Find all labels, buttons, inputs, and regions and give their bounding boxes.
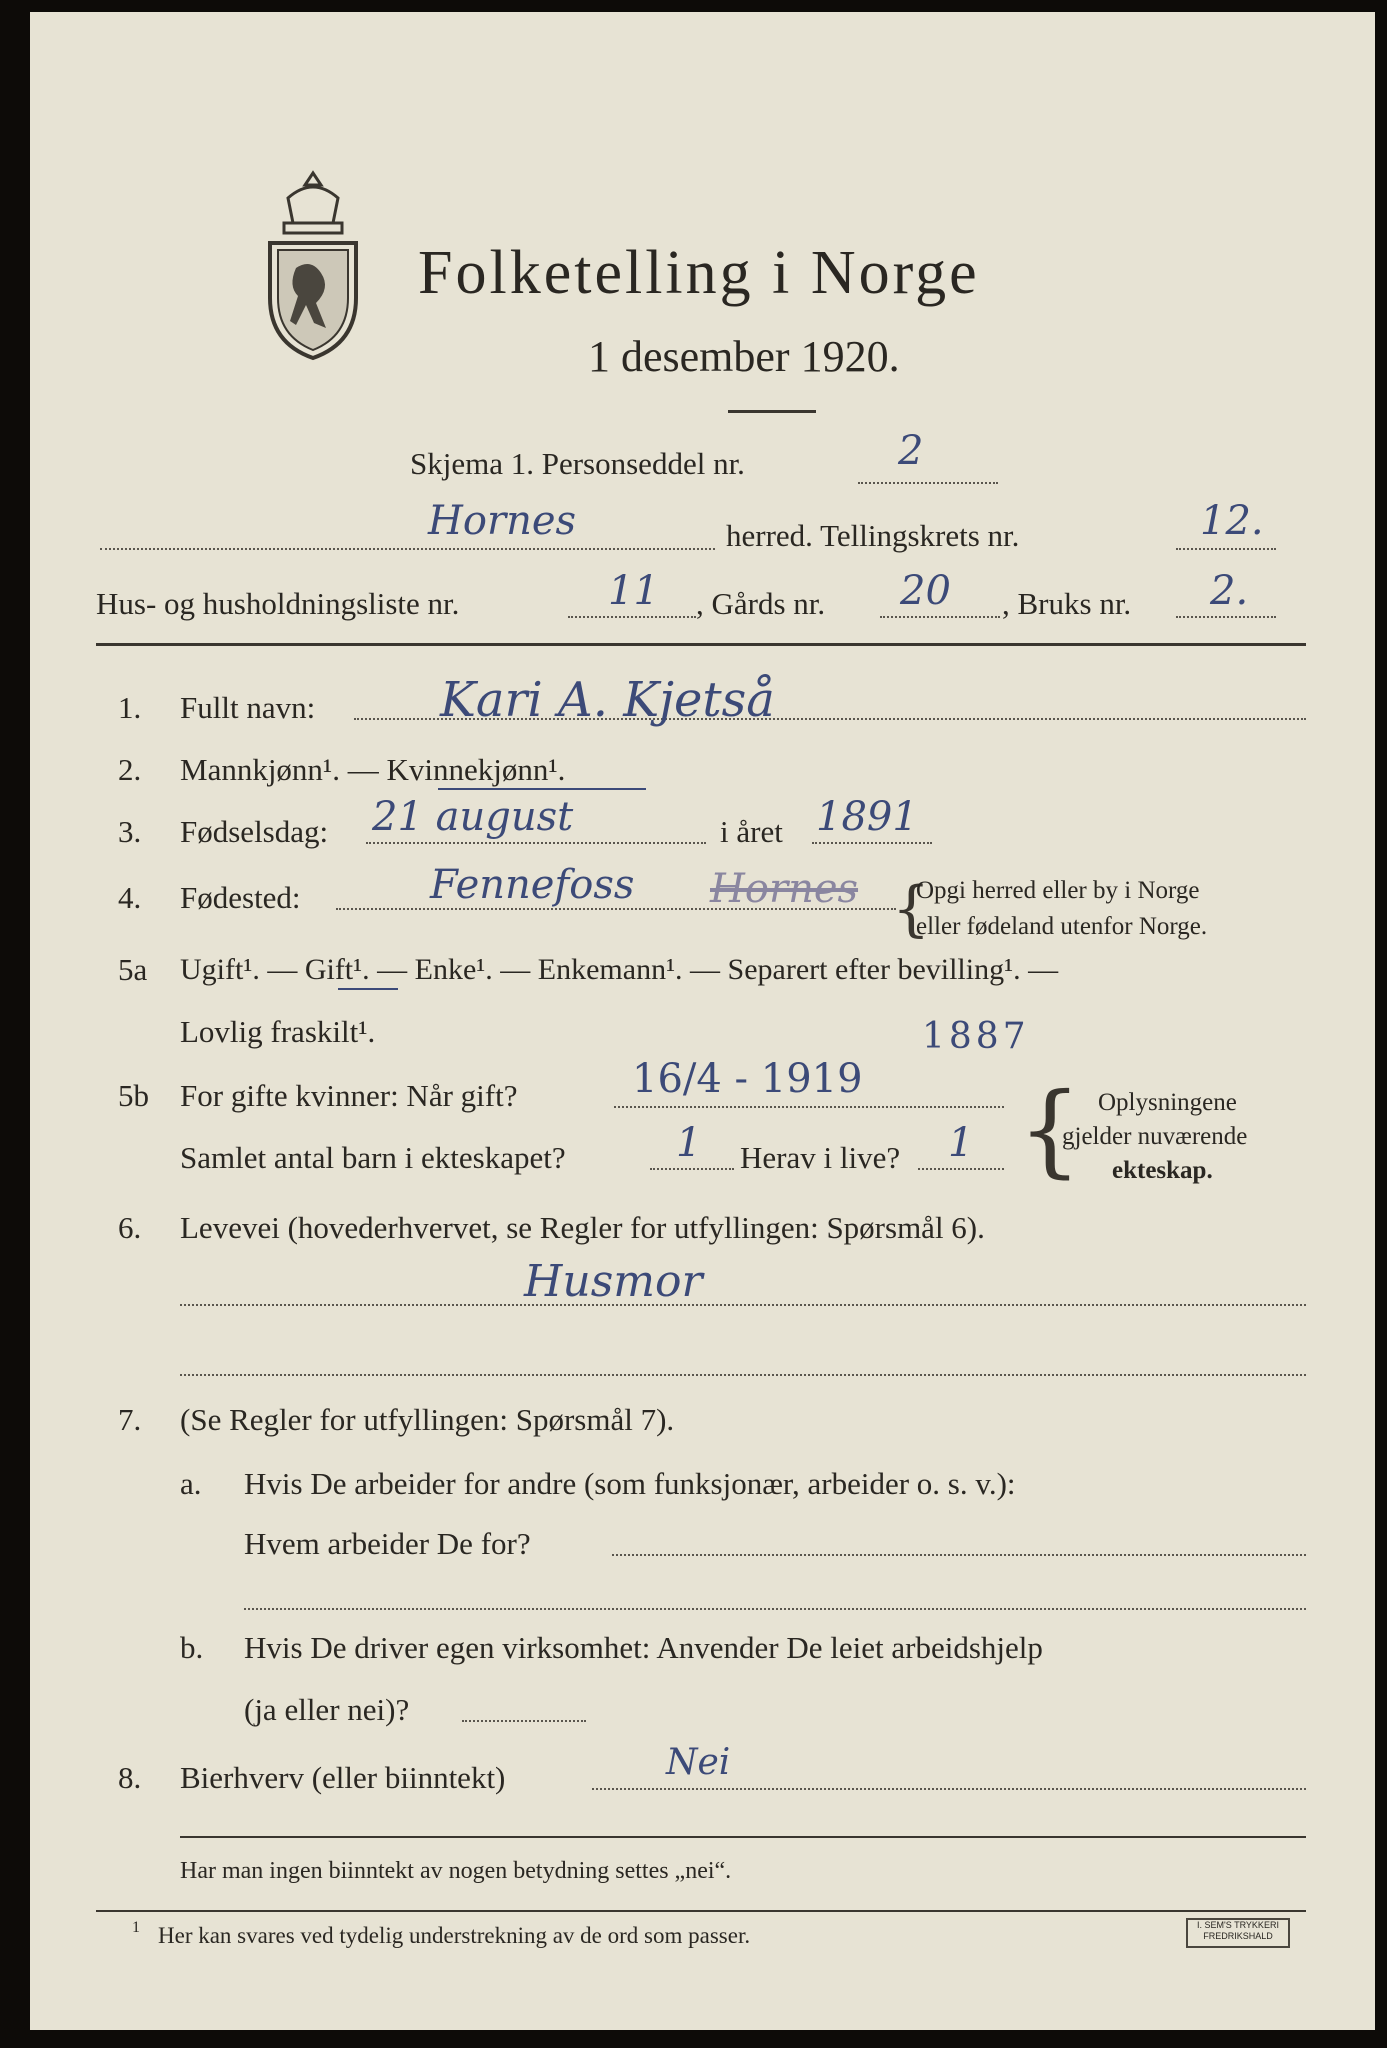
q8-label: Bierhverv (eller biinntekt) [180, 1760, 506, 1795]
q5b-alive-field [918, 1168, 1004, 1170]
q5a-label: Ugift¹. — Gift¹. — Enke¹. — Enkemann¹. — Separert efter bevilling¹. — [180, 953, 1059, 986]
q4-label: Fødested: [180, 880, 301, 915]
husholdningsliste-value: 11 [608, 568, 659, 614]
q7b-label-line-2: (ja eller nei)? [244, 1692, 410, 1727]
bruks-value: 2. [1210, 568, 1249, 614]
herred-value: Hornes [428, 498, 577, 544]
footnote-divider [96, 1910, 1306, 1912]
q1-label: Fullt navn: [180, 690, 316, 725]
q7b-label: Hvis De driver egen virksomhet: Anvender De leiet arbeidshjelp [244, 1630, 1043, 1665]
q3-year-label: i året [720, 814, 783, 849]
q6-label: Levevei (hovederhvervet, se Regler for utfyllingen: Spørsmål 6). [180, 1210, 985, 1245]
q5b-note-line-2: gjelder nuværende [1062, 1123, 1248, 1150]
q5b-alive-label: Herav i live? [740, 1140, 901, 1175]
q2-label: Mannkjønn¹. — Kvinnekjønn¹. [180, 752, 566, 787]
q5b-note-brace: { [1018, 1071, 1082, 1188]
q3-day-field [366, 842, 706, 844]
bruks-field [1176, 616, 1276, 618]
q5a-number: 5a [118, 952, 148, 987]
q1-number: 1. [118, 690, 142, 725]
q2-underline-kvinnekjonn [438, 788, 646, 790]
q5b-children-label: Samlet antal barn i ekteskapet? [180, 1140, 566, 1175]
q5b-children-value: 1 [676, 1120, 702, 1166]
q5a-annotation: 1887 [922, 1016, 1030, 1057]
husholdningsliste-label: Hus- og husholdningsliste nr. [96, 586, 460, 621]
gards-field [880, 616, 1000, 618]
q6-field-line-1 [180, 1304, 1306, 1306]
tellingskrets-field [1176, 548, 1276, 550]
q3-value: 21 august [372, 794, 574, 840]
q5b-number: 5b [118, 1078, 149, 1113]
q8-field [592, 1788, 1306, 1790]
skjema-label: Skjema 1. Personseddel nr. [410, 446, 745, 481]
form-title: Folketelling i Norge [418, 239, 980, 307]
q7a-label-line-2: Hvem arbeider De for? [244, 1526, 531, 1561]
herred-field [100, 548, 715, 550]
q7b-field [462, 1720, 586, 1722]
q5b-note-line-1: Oplysningene [1098, 1089, 1237, 1116]
q5b-married-field [614, 1106, 1004, 1108]
q5b-alive-value: 1 [948, 1120, 974, 1166]
bruks-label: , Bruks nr. [1002, 586, 1132, 621]
gards-label: , Gårds nr. [696, 586, 826, 621]
printer-stamp: I. SEM'S TRYKKERI FREDRIKSHALD [1186, 1918, 1290, 1948]
q8-number: 8. [118, 1760, 142, 1795]
q4-strikethrough-value: Hornes [710, 866, 859, 912]
q5a-underline-gift [338, 988, 398, 990]
personseddel-field [858, 482, 998, 484]
norwegian-coat-of-arms-icon [258, 168, 368, 368]
q3-number: 3. [118, 814, 142, 849]
q4-number: 4. [118, 880, 142, 915]
q7a-field-line-2 [244, 1608, 1306, 1610]
q5a-label-line-2: Lovlig fraskilt¹. [180, 1014, 376, 1049]
q4-note-line-2: eller fødeland utenfor Norge. [916, 913, 1208, 940]
q4-note-line-1: Opgi herred eller by i Norge [916, 877, 1200, 904]
footer-divider [180, 1836, 1306, 1838]
census-date: 1 desember 1920. [588, 332, 900, 381]
q4-note-brace: { [892, 874, 931, 944]
q4-value: Fennefoss [430, 862, 635, 908]
q5b-note-line-3: ekteskap. [1112, 1157, 1213, 1184]
q5b-children-field [650, 1168, 734, 1170]
header-divider [96, 643, 1306, 646]
q6-value: Husmor [524, 1256, 703, 1307]
q7-number: 7. [118, 1402, 142, 1437]
q5b-value: 16/4 - 1919 [632, 1056, 863, 1102]
q7a-letter: a. [180, 1466, 202, 1501]
herred-label: herred. Tellingskrets nr. [726, 518, 1020, 553]
husholdningsliste-field [568, 616, 696, 618]
footer-note: Har man ingen biinntekt av nogen betydning settes „nei“. [180, 1858, 732, 1884]
q2-number: 2. [118, 752, 142, 787]
personseddel-value: 2 [898, 428, 924, 474]
q3-label: Fødselsdag: [180, 814, 329, 849]
q1-value: Kari A. Kjetså [440, 672, 775, 728]
title-divider [728, 410, 816, 413]
q7b-letter: b. [180, 1630, 204, 1665]
q6-number: 6. [118, 1210, 142, 1245]
footnote-mark: 1 [132, 1919, 140, 1936]
q3-year-value: 1891 [816, 794, 918, 840]
q5b-label: For gifte kvinner: Når gift? [180, 1078, 518, 1113]
q7a-label: Hvis De arbeider for andre (som funksjonær, arbeider o. s. v.): [244, 1466, 1016, 1501]
gards-value: 20 [900, 568, 951, 614]
footnote-text: Her kan svares ved tydelig understrekning av de ord som passer. [158, 1923, 751, 1948]
tellingskrets-value: 12. [1200, 498, 1264, 544]
q3-year-field [812, 842, 932, 844]
q8-value: Nei [666, 1742, 731, 1783]
q7a-field-line-1 [612, 1554, 1306, 1556]
q6-field-line-2 [180, 1374, 1306, 1376]
q7-label: (Se Regler for utfyllingen: Spørsmål 7). [180, 1402, 675, 1437]
